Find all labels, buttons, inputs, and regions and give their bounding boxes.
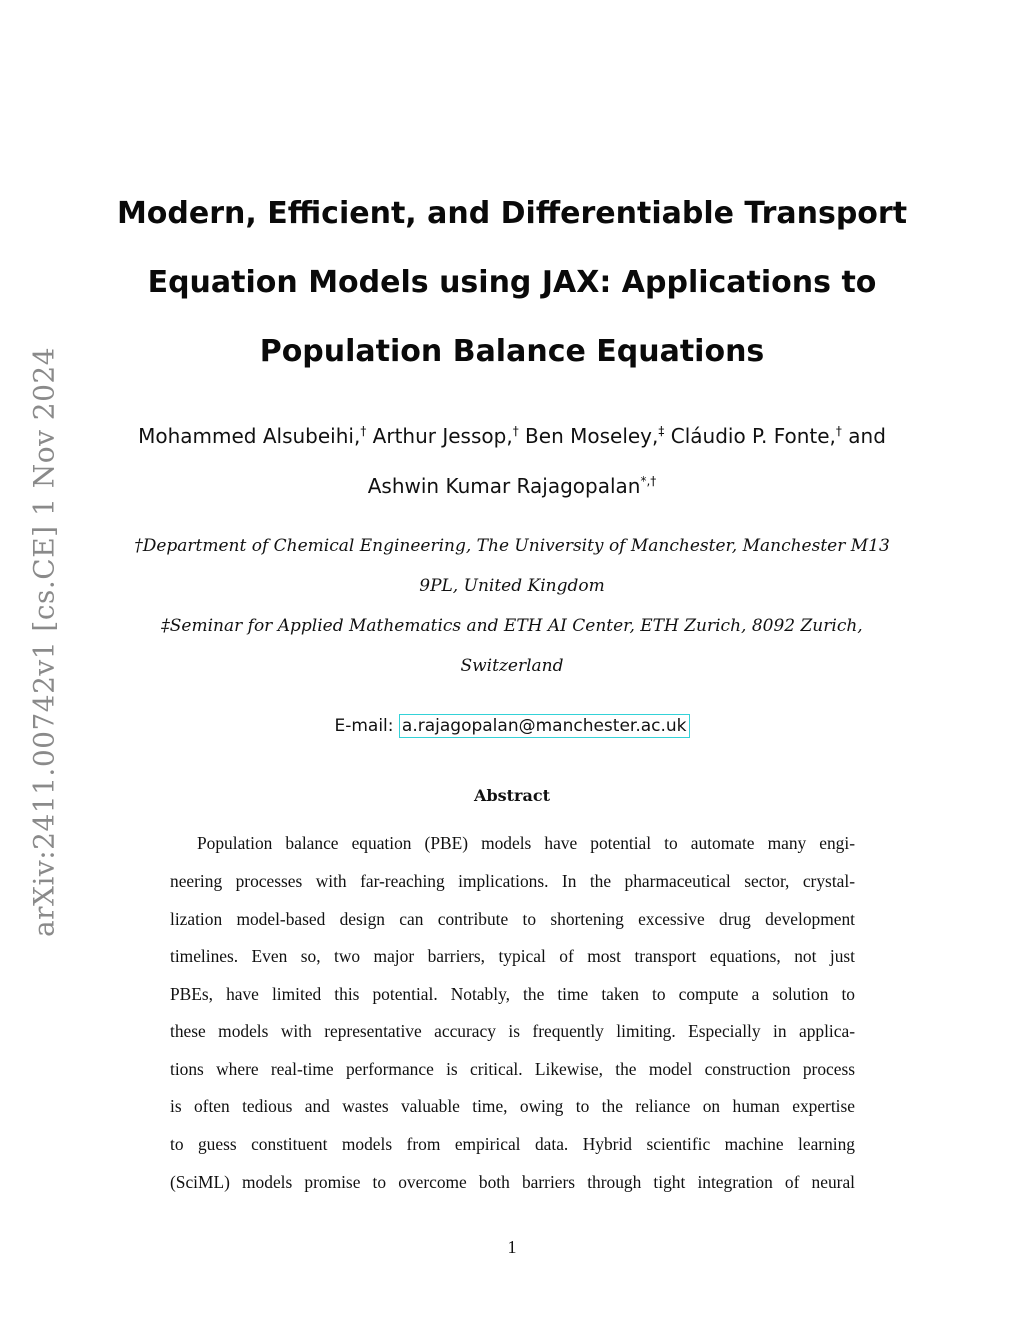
author-line-2 (0, 474, 1024, 498)
author-conjunction: and (848, 424, 886, 448)
abstract-line: lization model-based design can contribute to shortening excessive drug development (170, 909, 855, 929)
paper-title-line-1: Modern, Efficient, and Differentiable Transport (116, 196, 908, 231)
affiliation-line: Switzerland (460, 656, 564, 676)
author-name: Cláudio P. Fonte, (670, 424, 836, 448)
paper-title-line-2: Equation Models using JAX: Applications to (147, 265, 877, 300)
author-line-1 (0, 424, 1024, 448)
abstract-line: to guess constituent models from empirical data. Hybrid scientific machine learning (170, 1134, 855, 1154)
abstract-line: these models with representative accuracy is frequently limiting. Especially in applica- (170, 1021, 855, 1041)
author-affiliation-mark: † (512, 424, 519, 438)
affiliation-line: 9PL, United Kingdom (419, 576, 605, 596)
contact-email (0, 714, 1024, 738)
arxiv-identifier-stamp: arXiv:2411.00742v1 [cs.CE] 1 Nov 2024 (27, 346, 61, 938)
abstract-line: tions where real-time performance is critical. Likewise, the model construction process (170, 1059, 855, 1079)
affiliation-line: †Department of Chemical Engineering, The University of Manchester, Manchester M13 (134, 536, 890, 556)
email-link[interactable]: a.rajagopalan@manchester.ac.uk (399, 714, 690, 738)
author-affiliation-mark: † (835, 424, 842, 438)
abstract-line: PBEs, have limited this potential. Notably, the time taken to compute a solution to (170, 984, 855, 1004)
email-label: E-mail: (334, 716, 394, 736)
author-affiliation-mark: *,† (640, 474, 657, 488)
author-name: Ben Moseley, (525, 424, 659, 448)
author-affiliation-mark: † (360, 424, 367, 438)
abstract-line: timelines. Even so, two major barriers, typical of most transport equations, not just (170, 946, 855, 966)
page-number: 1 (507, 1237, 517, 1257)
abstract-line: neering processes with far-reaching implications. In the pharmaceutical sector, crystal- (170, 871, 855, 891)
affiliation-line: ‡Seminar for Applied Mathematics and ETH AI Center, ETH Zurich, 8092 Zurich, (161, 616, 863, 636)
abstract-line: is often tedious and wastes valuable time, owing to the reliance on human expertise (170, 1096, 855, 1116)
paper-title-line-3: Population Balance Equations (259, 334, 765, 369)
abstract-line: (SciML) models promise to overcome both barriers through tight integration of neural (170, 1172, 855, 1192)
author-affiliation-mark: ‡ (658, 424, 665, 438)
author-name: Mohammed Alsubeihi, (138, 424, 361, 448)
author-name: Arthur Jessop, (372, 424, 513, 448)
abstract-heading: Abstract (474, 786, 550, 805)
author-name: Ashwin Kumar Rajagopalan (367, 474, 641, 498)
abstract-line: Population balance equation (PBE) models have potential to automate many engi- (197, 833, 855, 853)
